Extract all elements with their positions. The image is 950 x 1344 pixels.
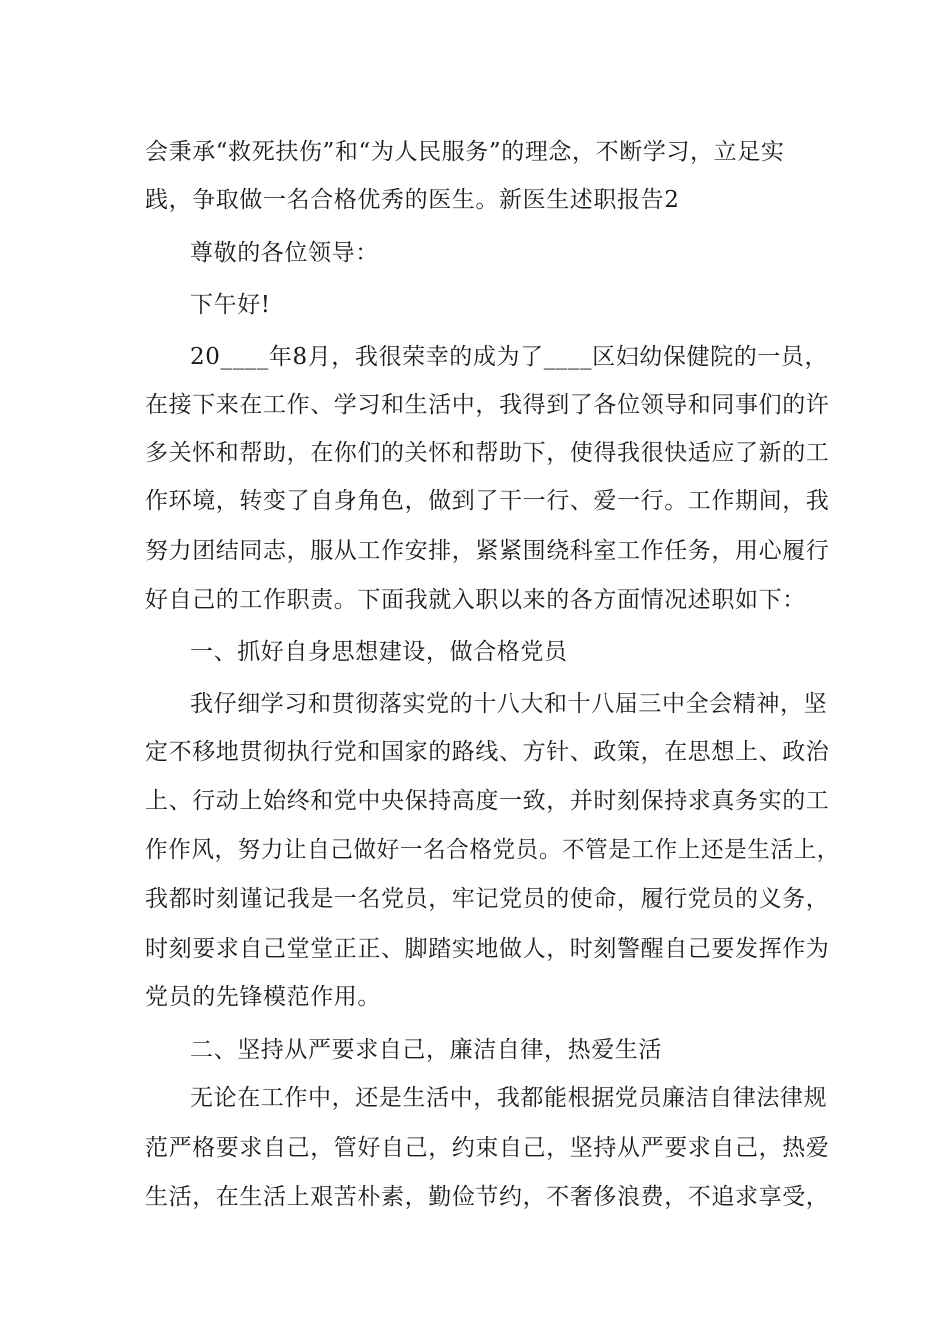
- text-line: 努力团结同志，服从工作安排，紧紧围绕科室工作任务，用心履行: [145, 538, 830, 564]
- text-line: 无论在工作中，还是生活中，我都能根据党员廉洁自律法律规: [190, 1085, 828, 1111]
- text-line: 好自己的工作职责。下面我就入职以来的各方面情况述职如下：: [145, 587, 806, 613]
- text-line: 生活，在生活上艰苦朴素，勤俭节约，不奢侈浪费，不追求享受，: [145, 1184, 830, 1210]
- text-line: 我仔细学习和贯彻落实党的十八大和十八届三中全会精神，坚: [190, 691, 828, 717]
- text-line: 上、行动上始终和党中央保持高度一致，并时刻保持求真务实的工: [145, 788, 830, 814]
- greeting: 下午好!: [190, 292, 271, 318]
- text-line: 定不移地贯彻执行党和国家的路线、方针、政策，在思想上、政治: [145, 739, 830, 765]
- text-line: 20____年8月，我很荣幸的成为了____区妇幼保健院的一员，: [190, 344, 829, 370]
- text-line: 范严格要求自己，管好自己，约束自己，坚持从严要求自己，热爱: [145, 1135, 830, 1161]
- section-heading: 一、抓好自身思想建设，做合格党员: [190, 639, 568, 665]
- text-line: 会秉承“救死扶伤”和“为人民服务”的理念，不断学习，立足实: [145, 139, 785, 165]
- section-heading: 二、坚持从严要求自己，廉洁自律，热爱生活: [190, 1037, 662, 1063]
- text-line: 党员的先锋模范作用。: [145, 984, 381, 1010]
- text-line: 在接下来在工作、学习和生活中，我得到了各位领导和同事们的许: [145, 392, 830, 418]
- text-line: 作环境，转变了自身角色，做到了干一行、爱一行。工作期间，我: [145, 488, 830, 514]
- text-line: 我都时刻谨记我是一名党员，牢记党员的使命，履行党员的义务，: [145, 886, 830, 912]
- text-line: 时刻要求自己堂堂正正、脚踏实地做人，时刻警醒自己要发挥作为: [145, 936, 830, 962]
- text-line: 践，争取做一名合格优秀的医生。新医生述职报告2: [145, 187, 680, 213]
- salutation: 尊敬的各位领导：: [190, 240, 379, 266]
- text-line: 作作风，努力让自己做好一名合格党员。不管是工作上还是生活上，: [145, 837, 840, 863]
- text-line: 多关怀和帮助，在你们的关怀和帮助下，使得我很快适应了新的工: [145, 440, 830, 466]
